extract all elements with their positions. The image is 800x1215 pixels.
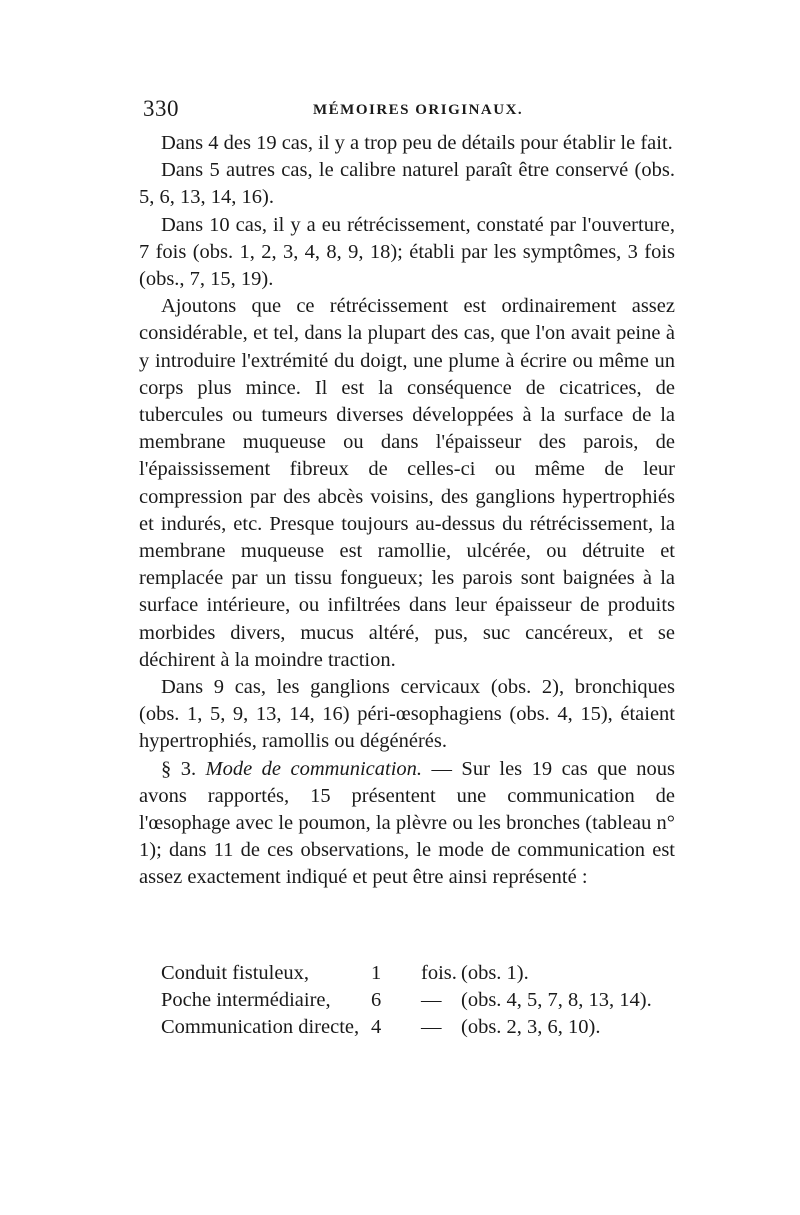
row-unit: — <box>421 1016 442 1038</box>
row-count: 4 <box>371 1016 382 1038</box>
section-paragraph <box>139 756 675 892</box>
row-count: 6 <box>371 989 382 1011</box>
section-text: — Sur les 19 cas que nous avons rapportés, 15 présentent une communication de l'œsophage avec le poumon, la plèvre ou les bronches (tableau n° 1); dans 11 de ces observations, le mode de communication est assez exactement indiqué et peut être ainsi représenté : <box>139 757 675 889</box>
table-row <box>161 1014 652 1041</box>
row-label: Communication directe, <box>161 1016 360 1038</box>
running-head: MÉMOIRES ORIGINAUX. <box>313 102 524 118</box>
section-title: Mode de communication. <box>205 757 423 780</box>
row-unit: fois. <box>421 962 457 984</box>
table-row <box>161 987 652 1014</box>
row-label: Poche intermédiaire, <box>161 989 331 1011</box>
body-text <box>139 130 675 892</box>
row-obs: (obs. 1). <box>461 962 529 984</box>
section-prefix: § 3. <box>161 757 206 780</box>
page-number: 330 <box>143 96 179 121</box>
page-header <box>143 96 683 124</box>
paragraph: Ajoutons que ce rétrécissement est ordinairement assez considérable, et tel, dans la plupart des cas, que l'on avait peine à y introduire l'extrémité du doigt, une plume à écrire ou même un corps plus mince. Il est la conséquence de cicatrices, de tubercules ou tumeurs diverses développées à la surface de la membrane muqueuse ou dans l'épaisseur des parois, de l'épaississement fibreux de celles-ci ou même de leur compression par des abcès voisins, des ganglions hypertrophiés et indurés, etc. Presque toujours au-dessus du rétrécissement, la membrane muqueuse est ramollie, ulcérée, ou détruite et remplacée par un tissu fongueux; les parois sont baignées à la surface intérieure, ou infiltrées dans leur épaisseur de produits morbides divers, mucus altéré, pus, suc cancéreux, et se déchirent à la moindre traction. <box>139 295 675 671</box>
communication-table <box>161 960 652 1041</box>
row-count: 1 <box>371 962 382 984</box>
row-obs: (obs. 4, 5, 7, 8, 13, 14). <box>461 989 652 1011</box>
paragraph: Dans 9 cas, les ganglions cervicaux (obs. 2), bronchiques (obs. 1, 5, 9, 13, 14, 16) péri-œsophagiens (obs. 4, 15), étaient hypertrophiés, ramollis ou dégénérés. <box>139 676 675 753</box>
paragraph: Dans 4 des 19 cas, il y a trop peu de détails pour établir le fait. <box>161 132 673 154</box>
table-row <box>161 960 652 987</box>
paragraph: Dans 10 cas, il y a eu rétrécissement, constaté par l'ouverture, 7 fois (obs. 1, 2, 3, 4, 8, 9, 18); établi par les symptômes, 3 fois (obs., 7, 15, 19). <box>139 213 675 291</box>
paragraph: Dans 5 autres cas, le calibre naturel paraît être conservé (obs. 5, 6, 13, 14, 16). <box>139 159 675 209</box>
row-unit: — <box>421 989 442 1011</box>
row-label: Conduit fistuleux, <box>161 962 310 984</box>
row-obs: (obs. 2, 3, 6, 10). <box>461 1016 601 1038</box>
